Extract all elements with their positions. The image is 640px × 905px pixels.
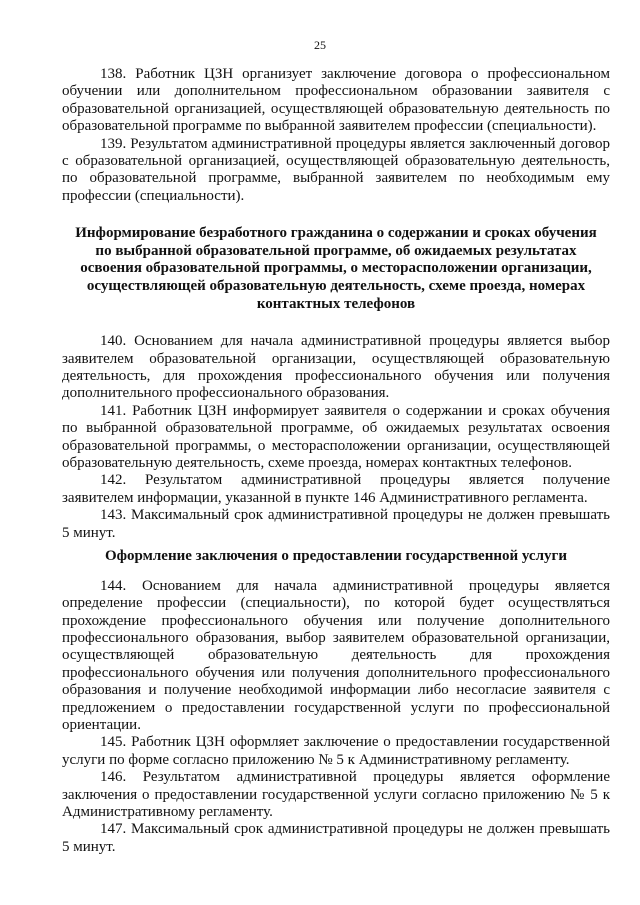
paragraph-142: 142. Результатом административной процедуры является получение заявителем информации, указанной в пункте 146 Административного регламента. — [62, 472, 610, 506]
paragraph-143: 143. Максимальный срок административной процедуры не должен превышать 5 минут. — [62, 507, 610, 541]
paragraph-138: 138. Работник ЦЗН организует заключение договора о профессиональном обучении или дополнительном профессиональном образовании заявителя с образовательной организацией, осуществляющей образовательную деятельность по образовательной программе по выбранной заявителем профессии (специальности). — [62, 66, 610, 135]
paragraph-140: 140. Основанием для начала административной процедуры является выбор заявителем образовательной организации, осуществляющей образовательную деятельность, для прохождения профессионального обучения или получения дополнительного профессионального образования. — [62, 333, 610, 402]
section-heading-informing: Информирование безработного гражданина о содержании и сроках обучения по выбранной образовательной программе, об ожидаемых результатах освоения образовательной программы, о месторасположении организации, осуществляющей образовательную деятельность, схеме проезда, номерах контактных телефонов — [75, 225, 597, 312]
paragraph-147: 147. Максимальный срок административной процедуры не должен превышать 5 минут. — [62, 821, 610, 855]
paragraph-145: 145. Работник ЦЗН оформляет заключение о предоставлении государственной услуги по форме согласно приложению № 5 к Административному регламенту. — [62, 734, 610, 768]
page-number: 25 — [314, 38, 326, 52]
paragraph-146: 146. Результатом административной процедуры является оформление заключения о предоставлении государственной услуги согласно приложению № 5 к Административному регламенту. — [62, 769, 610, 820]
section-heading-conclusion: Оформление заключения о предоставлении государственной услуги — [105, 548, 567, 565]
paragraph-141: 141. Работник ЦЗН информирует заявителя о содержании и сроках обучения по выбранной образовательной программе, об ожидаемых результатах освоения образовательной программы, о месторасположении организации, осуществляющей образовательную деятельность, схеме проезда, номерах контактных телефонов. — [62, 402, 610, 472]
document-body — [62, 66, 610, 856]
paragraph-144: 144. Основанием для начала административной процедуры является определение профессии (специальности), по которой будет осуществляться прохождение профессионального обучения или получение дополнительного профессионального образования, выбор заявителем образовательной организации, осуществляющей образовательную деятельность для прохождения профессионального обучения или получения дополнительного профессионального образования и получение необходимой информации либо несогласие заявителя с предложением о предоставлении государственной услуги по профессиональной ориентации. — [62, 577, 610, 733]
paragraph-139: 139. Результатом административной процедуры является заключенный договор с образовательной организацией, осуществляющей образовательную деятельность, по образовательной программе, выбранной заявителем по необходимым ему профессии (специальности). — [62, 135, 610, 204]
